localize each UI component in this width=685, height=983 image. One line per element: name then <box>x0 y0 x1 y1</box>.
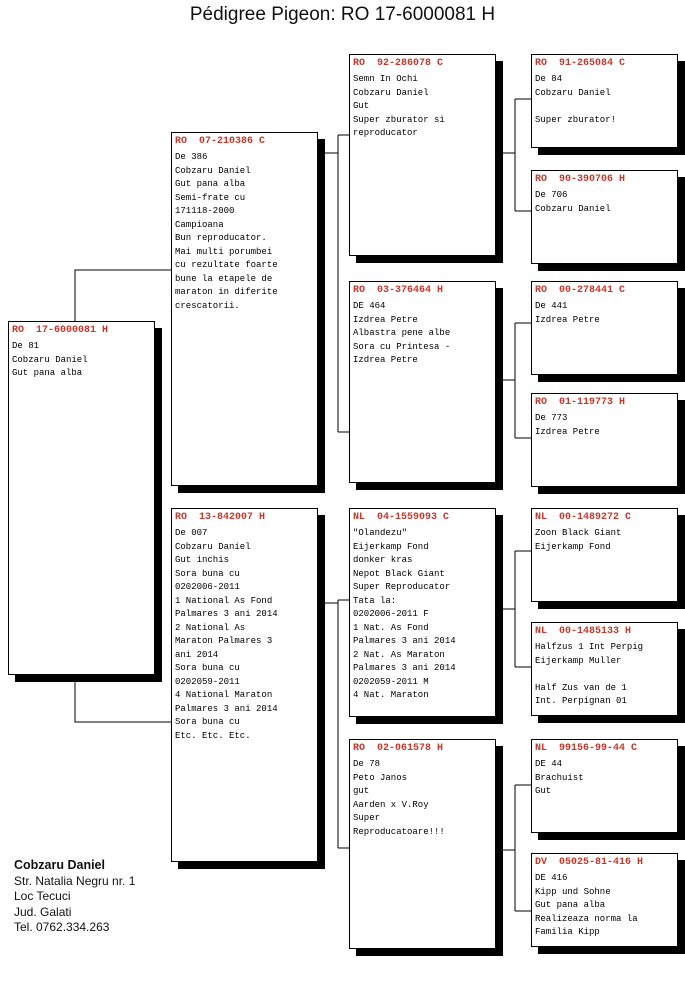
ring-number: RO 91-265084 C <box>535 58 626 69</box>
pigeon-card-dss <box>531 508 678 602</box>
pigeon-details <box>535 189 674 216</box>
detail-line: Super zburator si <box>353 114 445 125</box>
pigeon-card-sdd <box>531 393 678 487</box>
ring-number: RO 13-842007 H <box>175 512 266 523</box>
ring-number: RO 02-061578 H <box>353 743 444 754</box>
detail-line: De 441 <box>535 301 568 311</box>
detail-line: Palmares 3 ani 2014 <box>353 663 456 673</box>
detail-line: Reproducatoare!!! <box>353 826 445 837</box>
detail-line: Realizeaza norma la <box>535 913 638 924</box>
detail-line: Campioana <box>175 219 224 230</box>
detail-line: Izdrea Petre <box>353 314 418 325</box>
detail-line: "Olandezu" <box>353 528 408 538</box>
detail-line: Palmares 3 ani 2014 <box>353 636 456 646</box>
pigeon-details <box>175 527 314 743</box>
detail-line: DE 416 <box>535 873 568 883</box>
pigeon-card-sire <box>171 132 318 486</box>
ring-number: RO 03-376464 H <box>353 285 444 296</box>
ring-number: NL 99156-99-44 C <box>535 743 638 754</box>
detail-line: Semn In Ochi <box>353 74 418 84</box>
detail-line: Gut <box>535 786 552 796</box>
detail-line: Int. Perpignan 01 <box>535 696 627 706</box>
pigeon-card-sds <box>531 281 678 375</box>
detail-line: maraton in diferite <box>175 287 278 297</box>
ring-number: NL 04-1559093 C <box>353 512 450 523</box>
detail-line: Etc. Etc. Etc. <box>175 730 251 741</box>
ring-number: RO 00-278441 C <box>535 285 626 296</box>
breeder-info <box>14 858 135 936</box>
pigeon-details <box>535 73 674 127</box>
detail-line: ani 2014 <box>175 649 219 660</box>
detail-line: Eijerkamp Muller <box>535 655 622 666</box>
detail-line: Eijerkamp Fond <box>353 541 429 552</box>
detail-line: crescatorii. <box>175 300 240 311</box>
detail-line: Zoon Black Giant <box>535 528 622 538</box>
detail-line: Palmares 3 ani 2014 <box>175 703 278 714</box>
pigeon-card-dds <box>531 739 678 833</box>
breeder-county: Jud. Galati <box>14 904 72 919</box>
detail-line: De 84 <box>535 74 563 84</box>
detail-line: De 386 <box>175 152 208 162</box>
detail-line: Cobzaru Daniel <box>535 203 611 214</box>
detail-line: 1 National As Fond <box>175 595 273 606</box>
detail-line: 4 National Maraton <box>175 690 273 700</box>
pigeon-card-sss <box>531 54 678 148</box>
detail-line: Tata la: <box>353 595 397 606</box>
detail-line: De 007 <box>175 528 208 538</box>
detail-line: Gut pana alba <box>12 368 83 378</box>
detail-line: 171118-2000 <box>175 206 235 216</box>
detail-line: De 706 <box>535 190 568 200</box>
detail-line: Cobzaru Daniel <box>175 165 251 176</box>
detail-line: Sora buna cu <box>175 568 240 579</box>
detail-line: Cobzaru Daniel <box>12 354 88 365</box>
page-title: Pédigree Pigeon: RO 17-6000081 H <box>189 4 496 25</box>
pigeon-card-subject <box>8 321 155 675</box>
detail-line: Albastra pene albe <box>353 328 451 338</box>
detail-line: Familia Kipp <box>535 927 600 937</box>
detail-line: cu rezultate foarte <box>175 260 278 270</box>
pigeon-card-sire-dam <box>349 281 496 483</box>
pigeon-details <box>175 151 314 313</box>
ring-number: RO 92-286078 C <box>353 58 444 69</box>
detail-line: Palmares 3 ani 2014 <box>175 609 278 619</box>
detail-line: Izdrea Petre <box>535 426 600 437</box>
ring-number: NL 00-1485133 H <box>535 626 632 637</box>
pigeon-details <box>353 527 492 703</box>
detail-line: De 773 <box>535 413 568 423</box>
detail-line: bune la etapele de <box>175 273 273 284</box>
pigeon-details <box>353 73 492 141</box>
breeder-name: Cobzaru Daniel <box>14 858 105 872</box>
detail-line: Aarden x V.Roy <box>353 799 429 810</box>
detail-line: Gut pana alba <box>175 179 246 189</box>
detail-line: Maraton Palmares 3 <box>175 636 273 646</box>
detail-line: 2 National As <box>175 622 246 633</box>
pigeon-card-dam-dam <box>349 739 496 949</box>
detail-line: DE 44 <box>535 759 563 769</box>
pigeon-details <box>535 872 674 940</box>
detail-line <box>535 668 674 682</box>
pigeon-details <box>535 641 674 709</box>
detail-line: 0202059-2011 M <box>353 676 429 687</box>
pigeon-details <box>12 340 151 381</box>
ring-number: NL 00-1489272 C <box>535 512 632 523</box>
detail-line: Cobzaru Daniel <box>175 541 251 552</box>
detail-line: Izdrea Petre <box>353 355 418 365</box>
ring-number: RO 07-210386 C <box>175 136 266 147</box>
detail-line: Kipp und Sohne <box>535 886 611 897</box>
ring-number: RO 90-390706 H <box>535 174 626 185</box>
detail-line: 0202006-2011 <box>175 582 240 592</box>
detail-line: Eijerkamp Fond <box>535 541 611 552</box>
detail-line: 1 Nat. As Fond <box>353 622 429 633</box>
pigeon-card-ddd <box>531 853 678 947</box>
detail-line: Gut <box>353 101 370 111</box>
pigeon-card-ssd <box>531 170 678 264</box>
detail-line: 2 Nat. As Maraton <box>353 649 445 660</box>
detail-line: Sora buna cu <box>175 663 240 673</box>
detail-line: 0202059-2011 <box>175 676 240 687</box>
pigeon-card-dam-sire <box>349 508 496 717</box>
pigeon-details <box>353 758 492 839</box>
detail-line: gut <box>353 786 370 796</box>
detail-line: De 81 <box>12 341 40 351</box>
detail-line: 4 Nat. Maraton <box>353 690 429 700</box>
detail-line: Sora cu Printesa - <box>353 341 451 352</box>
detail-line: Peto Janos <box>353 772 408 783</box>
detail-line: Sora buna cu <box>175 717 240 727</box>
pigeon-details <box>535 527 674 554</box>
detail-line: Halfzus 1 Int Perpig <box>535 642 644 652</box>
pigeon-card-dam <box>171 508 318 862</box>
detail-line <box>535 100 674 114</box>
detail-line: Gut inchis <box>175 555 230 565</box>
detail-line: Cobzaru Daniel <box>353 87 429 98</box>
detail-line: Super zburator! <box>535 114 617 125</box>
pigeon-details <box>535 412 674 439</box>
detail-line: Gut pana alba <box>535 900 606 910</box>
detail-line: 0202006-2011 F <box>353 609 429 619</box>
detail-line: Half Zus van de 1 <box>535 682 627 693</box>
detail-line: Brachuist <box>535 772 584 783</box>
detail-line: Bun reproducator. <box>175 233 267 243</box>
pigeon-details <box>535 300 674 327</box>
ring-number: DV 05025-81-416 H <box>535 857 644 868</box>
ring-number: RO 01-119773 H <box>535 397 626 408</box>
detail-line: De 78 <box>353 759 381 769</box>
pigeon-details <box>535 758 674 799</box>
detail-line: Super Reproducator <box>353 582 451 592</box>
detail-line: DE 464 <box>353 301 386 311</box>
detail-line: Nepot Black Giant <box>353 568 445 579</box>
pigeon-card-dsd <box>531 622 678 716</box>
pigeon-card-sire-sire <box>349 54 496 256</box>
detail-line: Semi-frate cu <box>175 192 246 203</box>
detail-line: Izdrea Petre <box>535 314 600 325</box>
ring-number: RO 17-6000081 H <box>12 325 109 336</box>
detail-line: Super <box>353 813 381 823</box>
detail-line: Mai multi porumbei <box>175 246 273 257</box>
detail-line: donker kras <box>353 555 413 565</box>
detail-line: reproducator <box>353 128 418 138</box>
detail-line: Cobzaru Daniel <box>535 87 611 98</box>
breeder-phone: Tel. 0762.334.263 <box>14 920 110 934</box>
breeder-city: Loc Tecuci <box>14 889 71 903</box>
pigeon-details <box>353 300 492 368</box>
breeder-street: Str. Natalia Negru nr. 1 <box>14 873 136 888</box>
